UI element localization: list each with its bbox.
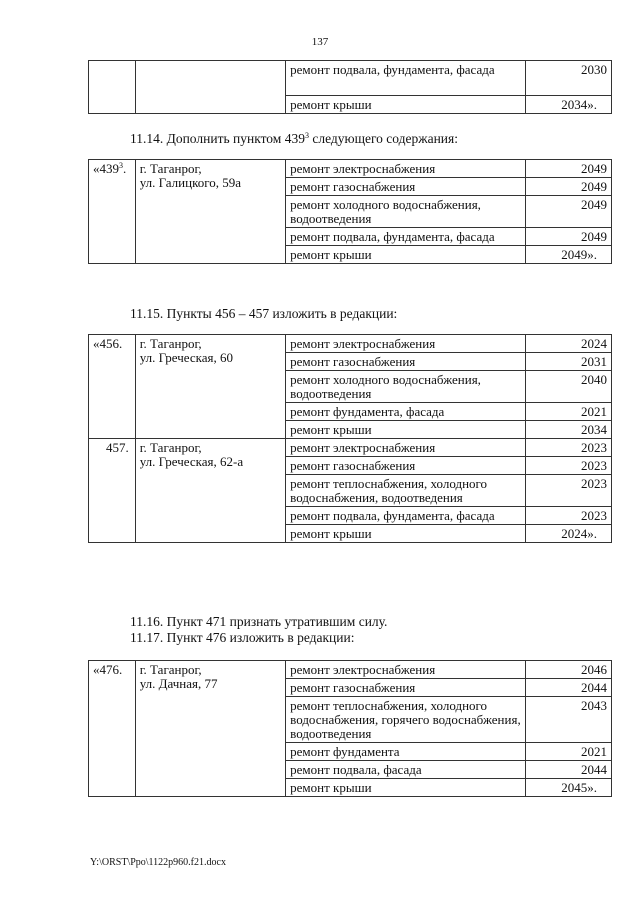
year-cell: 2044 — [525, 761, 611, 779]
year-cell: 2030 — [525, 61, 611, 96]
work-cell: ремонт газоснабжения — [286, 457, 526, 475]
work-cell: ремонт газоснабжения — [286, 178, 526, 196]
work-cell: ремонт газоснабжения — [286, 353, 526, 371]
work-cell: ремонт электроснабжения — [286, 439, 526, 457]
year-cell: 2024». — [525, 525, 611, 543]
work-cell: ремонт подвала, фундамента, фасада — [286, 61, 526, 96]
page-number: 137 — [311, 36, 329, 48]
work-cell: ремонт электроснабжения — [286, 335, 526, 353]
year-cell: 2034 — [525, 421, 611, 439]
work-cell: ремонт электроснабжения — [286, 160, 526, 178]
table-continuation — [88, 60, 612, 114]
address-cell — [135, 61, 285, 114]
table-row — [89, 439, 612, 457]
work-cell: ремонт фундамента — [286, 743, 526, 761]
footer-file-path: Y:\ORST\Ppo\1122p960.f21.docx — [90, 857, 226, 868]
table-item-476 — [88, 660, 612, 797]
year-cell: 2024 — [525, 335, 611, 353]
address-cell: г. Таганрог, ул. Дачная, 77 — [135, 661, 285, 797]
year-cell: 2043 — [525, 697, 611, 743]
address-cell: г. Таганрог, ул. Галицкого, 59а — [135, 160, 285, 264]
year-cell: 2023 — [525, 457, 611, 475]
work-cell: ремонт крыши — [286, 96, 526, 114]
work-cell: ремонт газоснабжения — [286, 679, 526, 697]
work-cell: ремонт подвала, фасада — [286, 761, 526, 779]
year-cell: 2044 — [525, 679, 611, 697]
table-items-456-457 — [88, 334, 612, 543]
num-cell: «476. — [89, 661, 136, 797]
work-cell: ремонт холодного водоснабжения, водоотведения — [286, 196, 526, 228]
year-cell: 2049 — [525, 196, 611, 228]
year-cell: 2031 — [525, 353, 611, 371]
year-cell: 2021 — [525, 403, 611, 421]
year-cell: 2021 — [525, 743, 611, 761]
address-cell: г. Таганрог, ул. Греческая, 60 — [135, 335, 285, 439]
table-row — [89, 661, 612, 679]
paragraph-11-16: 11.16. Пункт 471 признать утратившим силу. — [130, 614, 388, 629]
year-cell: 2023 — [525, 475, 611, 507]
table-row — [89, 61, 612, 96]
num-cell — [89, 61, 136, 114]
year-cell: 2049 — [525, 160, 611, 178]
address-cell: г. Таганрог, ул. Греческая, 62-а — [135, 439, 285, 543]
work-cell: ремонт теплоснабжения, холодного водоснабжения, горячего водоснабжения, водоотведения — [286, 697, 526, 743]
num-cell: 457. — [89, 439, 136, 543]
paragraph-11-15: 11.15. Пункты 456 – 457 изложить в редакции: — [130, 306, 398, 321]
table-item-439 — [88, 159, 612, 264]
work-cell: ремонт холодного водоснабжения, водоотведения — [286, 371, 526, 403]
num-cell: «$439^3$. — [89, 160, 136, 264]
year-cell: 2049». — [525, 246, 611, 264]
year-cell: 2049 — [525, 178, 611, 196]
work-cell: ремонт крыши — [286, 421, 526, 439]
work-cell: ремонт подвала, фундамента, фасада — [286, 507, 526, 525]
work-cell: ремонт крыши — [286, 779, 526, 797]
year-cell: 2040 — [525, 371, 611, 403]
year-cell: 2046 — [525, 661, 611, 679]
work-cell: ремонт теплоснабжения, холодного водоснабжения, водоотведения — [286, 475, 526, 507]
year-cell: 2045». — [525, 779, 611, 797]
work-cell: ремонт фундамента, фасада — [286, 403, 526, 421]
paragraph-11-14: 11.14. Дополнить пунктом $439^3$ следующего содержания: — [130, 131, 458, 146]
work-cell: ремонт крыши — [286, 246, 526, 264]
num-cell: «456. — [89, 335, 136, 439]
work-cell: ремонт подвала, фундамента, фасада — [286, 228, 526, 246]
table-row — [89, 335, 612, 353]
year-cell: 2034». — [525, 96, 611, 114]
year-cell: 2049 — [525, 228, 611, 246]
work-cell: ремонт электроснабжения — [286, 661, 526, 679]
table-row — [89, 160, 612, 178]
work-cell: ремонт крыши — [286, 525, 526, 543]
year-cell: 2023 — [525, 507, 611, 525]
year-cell: 2023 — [525, 439, 611, 457]
paragraph-11-17: 11.17. Пункт 476 изложить в редакции: — [130, 630, 355, 645]
